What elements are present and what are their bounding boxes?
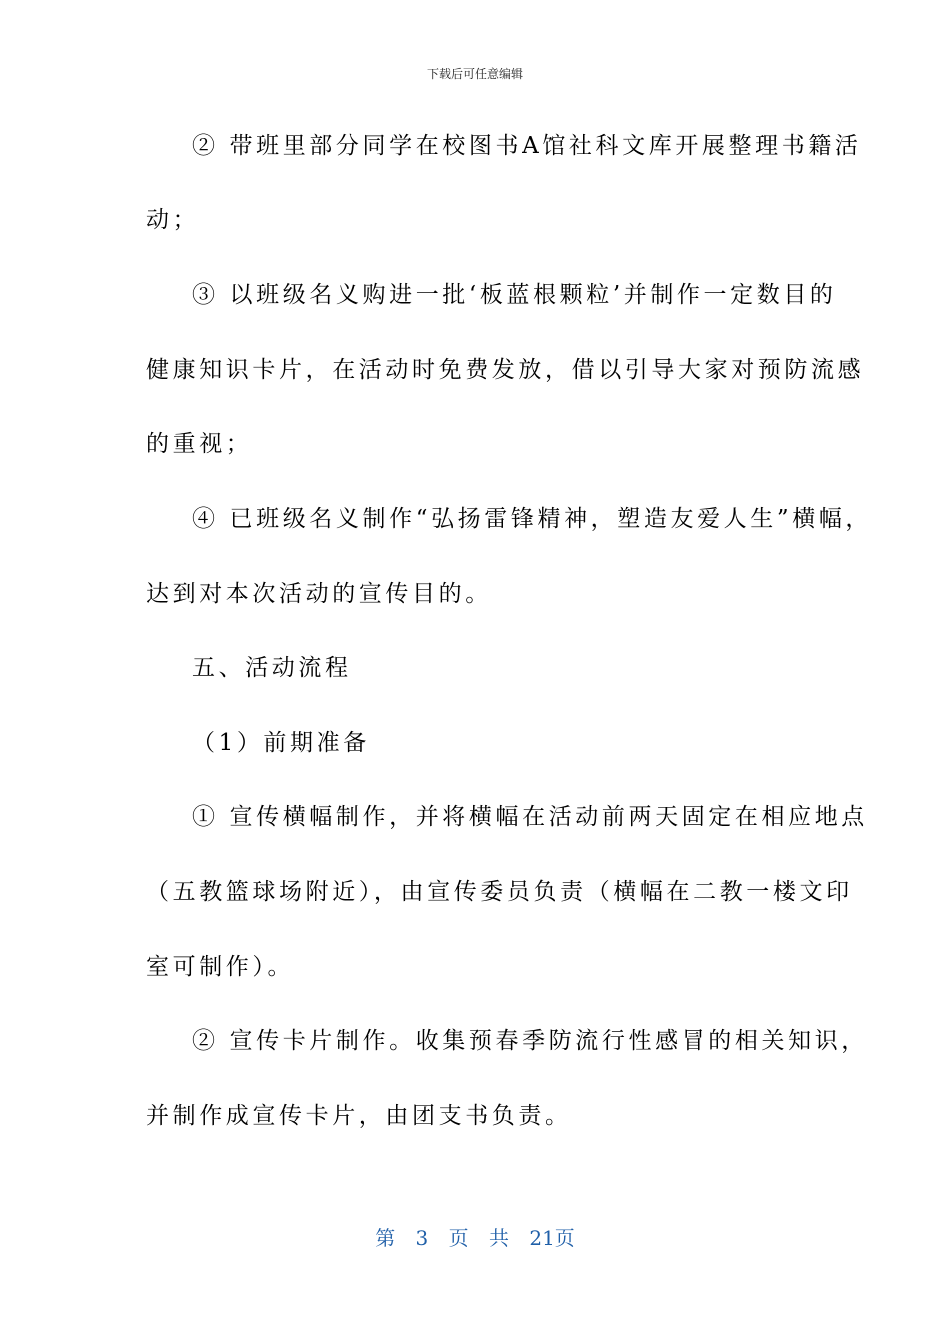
paragraph-line: 并制作成宣传卡片，由团支书负责。: [146, 1103, 572, 1129]
section-heading: 五、活动流程: [192, 655, 352, 681]
footer-label-di: 第: [375, 1226, 396, 1250]
footer-total-pages: 21页: [529, 1226, 575, 1250]
footer-label-gong: 共: [489, 1226, 509, 1250]
footer-label-ye: 页: [448, 1226, 469, 1250]
footer-current-page: 3: [415, 1226, 429, 1250]
paragraph-line: 的重视；: [146, 431, 253, 457]
page-header: 下载后可任意编辑: [426, 67, 523, 81]
page-footer: [0, 1226, 950, 1250]
paragraph-line: ④ 已班级名义制作“弘扬雷锋精神，塑造友爱人生”横幅，: [192, 506, 873, 532]
paragraph-line: 健康知识卡片，在活动时免费发放，借以引导大家对预防流感: [146, 357, 865, 383]
paragraph-line: 达到对本次活动的宣传目的。: [146, 581, 492, 607]
paragraph-line: ② 带班里部分同学在校图书A馆社科文库开展整理书籍活: [192, 133, 862, 159]
paragraph-line: ③ 以班级名义购进一批‘板蓝根颗粒’并制作一定数目的: [192, 282, 837, 308]
paragraph-line: 室可制作）。: [146, 954, 295, 980]
paragraph-line: （五教篮球场附近），由宣传委员负责（横幅在二教一楼文印: [146, 879, 853, 905]
paragraph-line: 动；: [146, 207, 200, 233]
subsection-heading: （1）前期准备: [192, 730, 370, 756]
paragraph-line: ② 宣传卡片制作。收集预春季防流行性感冒的相关知识，: [192, 1028, 868, 1054]
paragraph-line: ① 宣传横幅制作，并将横幅在活动前两天固定在相应地点: [192, 804, 868, 830]
